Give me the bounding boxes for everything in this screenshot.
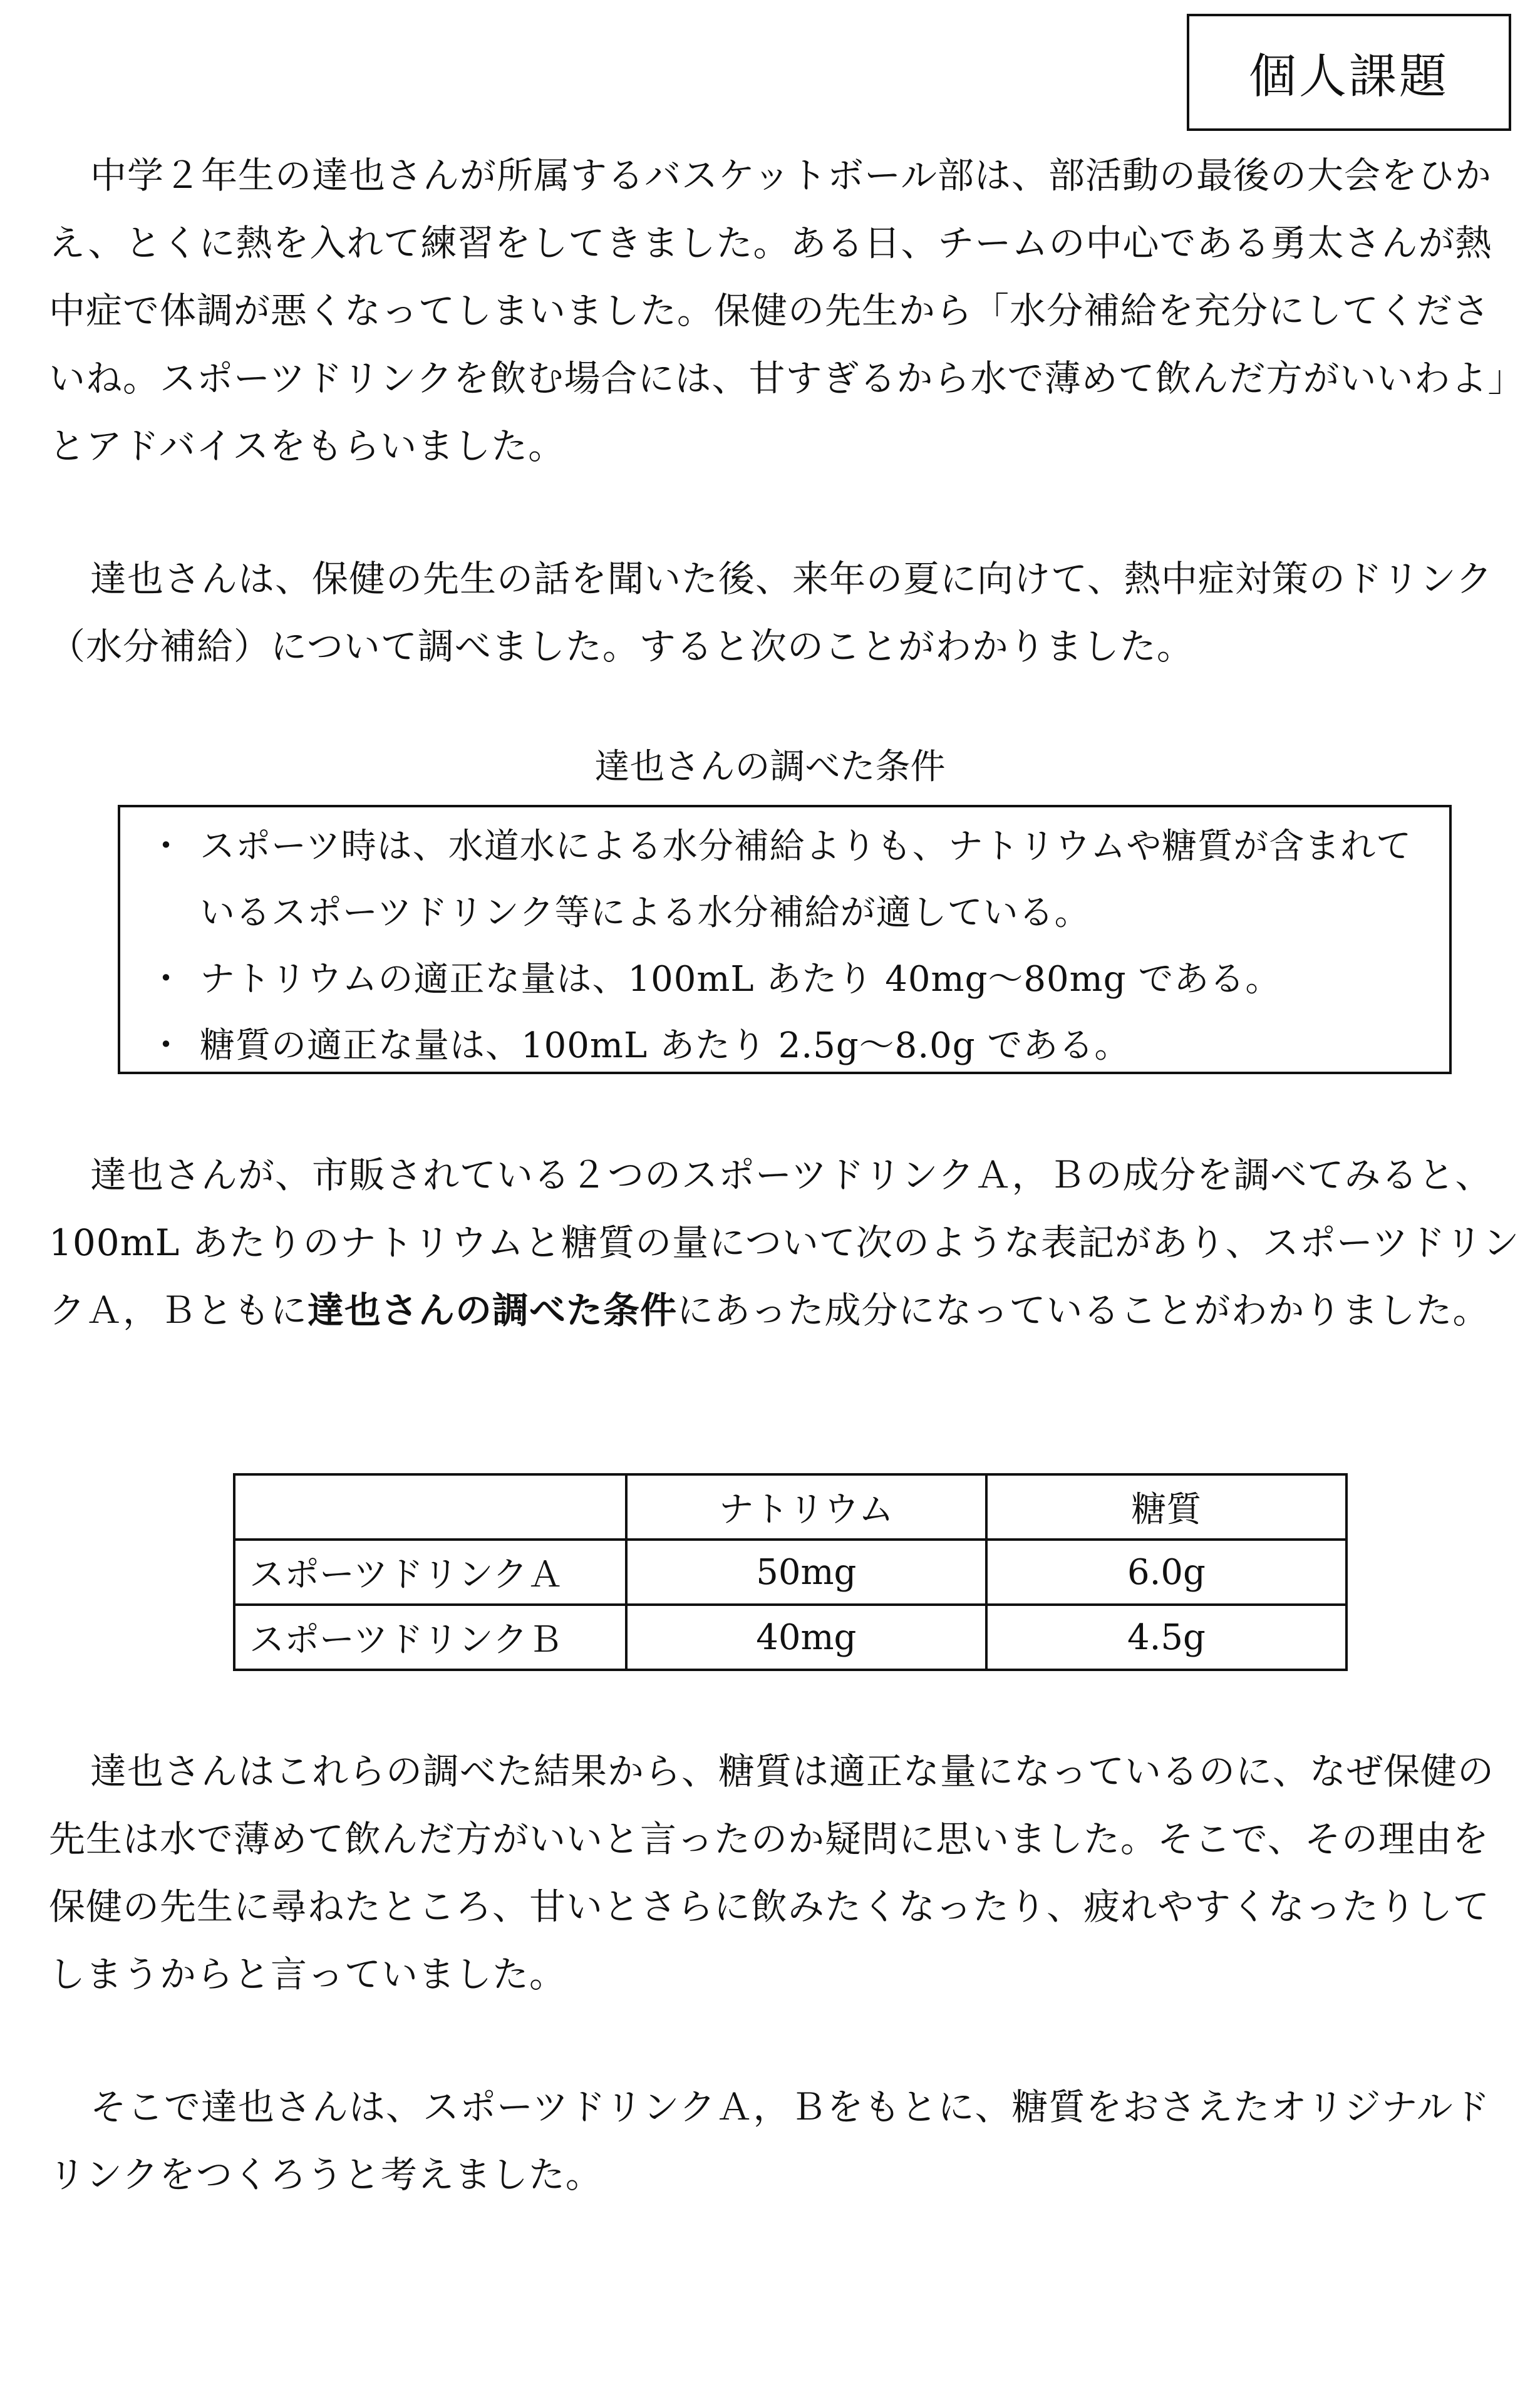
sugar-cell: 4.5g [986,1605,1346,1670]
table-row [234,1540,1346,1605]
original-drink-paragraph: そこで達也さんは、スポーツドリンクＡ，Ｂをもとに、糖質をおさえたオリジナルドリンクをつくろうと考えました。 [49,2086,1491,2196]
condition-item [148,1013,1424,1079]
condition-item [148,814,1424,946]
sugar-cell: 6.0g [986,1540,1346,1605]
conditions-title: 達也さんの調べた条件 [594,747,946,787]
condition-item [148,946,1424,1013]
bullet-mark: ・ [148,959,184,1000]
research-paragraph: 達也さんは、保健の先生の話を聞いた後、来年の夏に向けて、熱中症対策のドリンク（水分補給）について調べました。すると次のことがわかりました。 [49,557,1493,668]
intro-paragraph: 中学２年生の達也さんが所属するバスケットボール部は、部活動の最後の大会をひかえ、とくに熱を入れて練習をしてきました。ある日、チームの中心である勇太さんが熱中症で体調が悪くなってしまいました。保健の先生から「水分補給を充分にしてくださいね。スポーツドリンクを飲む場合には、甘すぎるから水で薄めて飲んだ方がいいわよ」とアドバイスをもらいました。 [49,154,1507,467]
drink-name-cell: スポーツドリンクＢ [234,1605,626,1670]
bullet-mark: ・ [148,1025,184,1066]
drink-name-cell: スポーツドリンクＡ [234,1540,626,1605]
individual-task-badge: 個人課題 [1187,14,1511,131]
conditions-reference: 達也さんの調べた条件 [307,1289,678,1332]
table-header-sodium: ナトリウム [626,1474,986,1540]
condition-text: ナトリウムの適正な量は、100mL あたり 40mg～80mg である。 [200,959,1281,1000]
paragraph-text: にあった成分になっていることがわかりました。 [677,1289,1490,1332]
nutrition-table [233,1473,1348,1671]
table-header-row [234,1474,1346,1540]
condition-text: 糖質の適正な量は、100mL あたり 2.5g～8.0g である。 [200,1025,1130,1066]
commercial-drinks-paragraph [49,1141,1521,1344]
conditions-box [118,805,1452,1074]
table-row [234,1605,1346,1670]
condition-text: スポーツ時は、水道水による水分補給よりも、ナトリウムや糖質が含まれているスポーツドリンク等による水分補給が適している。 [200,826,1412,933]
sodium-cell: 40mg [626,1605,986,1670]
question-paragraph: 達也さんはこれらの調べた結果から、糖質は適正な量になっているのに、なぜ保健の先生は水で薄めて飲んだ方がいいと言ったのか疑問に思いました。そこで、その理由を保健の先生に尋ねたところ、甘いとさらに飲みたくなったり、疲れやすくなったりしてしまうからと言っていました。 [49,1750,1495,1996]
paragraph-text: 達也さんが、市販されている２つのスポーツドリンクＡ，Ｂの成分を調べてみると、100mL あたりのナトリウムと糖質の量について次のような表記があり、スポーツドリンクＡ，Ｂともに [49,1154,1520,1332]
bullet-mark: ・ [148,826,184,867]
table-header-sugar: 糖質 [986,1474,1346,1540]
table-header-empty [234,1474,626,1540]
sodium-cell: 50mg [626,1540,986,1605]
